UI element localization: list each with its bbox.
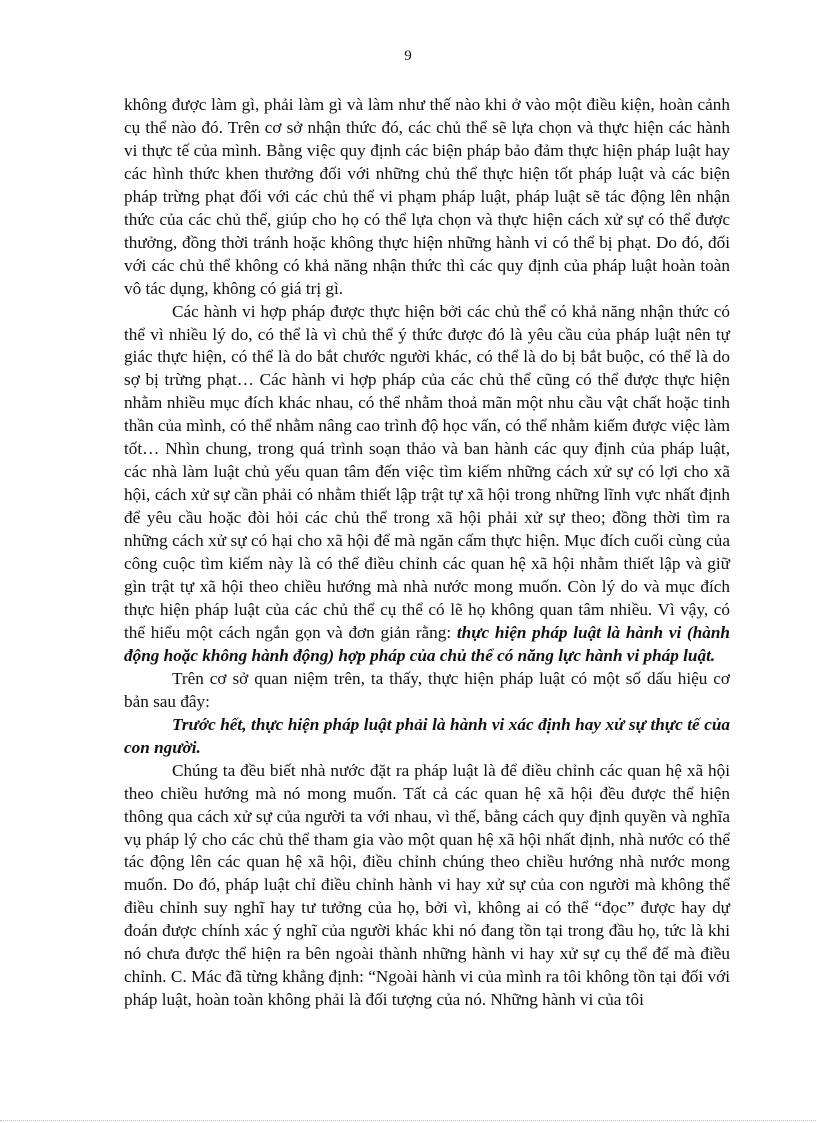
paragraph-2 — [124, 301, 730, 668]
bottom-divider — [0, 1120, 816, 1122]
body-text — [124, 94, 730, 1012]
paragraph-4: Chúng ta đều biết nhà nước đặt ra pháp luật là để điều chỉnh các quan hệ xã hội theo chiều hướng mà nó mong muốn. Tất cả các quan hệ xã hội đều được thể hiện thông qua cách xử sự của người ta với nhau, vì thế, bằng cách quy định quyền và nghĩa vụ pháp lý cho các chủ thể tham gia vào một quan hệ xã hội nhất định, nhà nước có thể tác động lên các quan hệ xã hội, điều chỉnh chúng theo chiều hướng nhà nước mong muốn. Do đó, pháp luật chỉ điều chỉnh hành vi hay xử sự của con người mà không thể điều chỉnh suy nghĩ hay tư tưởng của họ, bởi vì, không ai có thể “đọc” được hay dự đoán được chính xác ý nghĩ của người khác khi nó đang tồn tại trong đầu họ, tức là khi nó chưa được thể hiện ra bên ngoài thành những hành vi hay xử sự cụ thể để mà điều chỉnh. C. Mác đã từng khẳng định: “Ngoài hành vi của mình ra tôi không tồn tại đối với pháp luật, hoàn toàn không phải là đối tượng của nó. Những hành vi của tôi — [124, 760, 730, 1010]
paragraph-1: không được làm gì, phải làm gì và làm như thế nào khi ở vào một điều kiện, hoàn cảnh cụ thể nào đó. Trên cơ sở nhận thức đó, các chủ thể sẽ lựa chọn và thực hiện các hành vi thực tế của mình. Bằng việc quy định các biện pháp bảo đảm thực hiện pháp luật hay các hình thức khen thưởng đối với những chủ thể thực hiện tốt pháp luật và các biện pháp trừng phạt đối với các chủ thể vi phạm pháp luật, pháp luật sẽ tác động lên nhận thức của các chủ thể, giúp cho họ có thể lựa chọn và thực hiện cách xử sự có thể được thưởng, đồng thời tránh hoặc không thực hiện những hành vi có thể bị phạt. Do đó, đối với các chủ thể không có khả năng nhận thức thì các quy định của pháp luật hoàn toàn vô tác dụng, không có giá trị gì. — [124, 95, 730, 298]
section-heading: Trước hết, thực hiện pháp luật phải là hành vi xác định hay xử sự thực tế của con người. — [124, 714, 730, 757]
paragraph-2-text: Các hành vi hợp pháp được thực hiện bởi các chủ thể có khả năng nhận thức có thể vì nhiều lý do, có thể là vì chủ thể ý thức được đó là yêu cầu của pháp luật nên tự giác thực hiện, có thể là do bắt chước người khác, có thể là do bị bắt buộc, có thể là do sợ bị trừng phạt… Các hành vi hợp pháp của các chủ thể cũng có thể được thực hiện nhằm nhiều mục đích khác nhau, có thể nhằm thoả mãn một nhu cầu vật chất hoặc tinh thần của mình, có thể nhằm nâng cao trình độ học vấn, có thể nhằm kiếm được việc làm tốt… Nhìn chung, trong quá trình soạn thảo và ban hành các quy định của pháp luật, các nhà làm luật chủ yếu quan tâm đến việc tìm kiếm những cách xử sự có lợi cho xã hội, cách xử sự cần phải có nhằm thiết lập trật tự xã hội trong những lĩnh vực nhất định để yêu cầu hoặc đòi hỏi các chủ thể trong xã hội phải xử sự theo; đồng thời tìm ra những cách xử sự có hại cho xã hội để mà ngăn cấm thực hiện. Mục đích cuối cùng của công cuộc tìm kiếm này là có thể điều chỉnh các quan hệ xã hội nhằm thiết lập và giữ gìn trật tự xã hội theo chiều hướng mà nhà nước mong muốn. Còn lý do và mục đích thực hiện pháp luật của các chủ thể cụ thể có lẽ họ không quan tâm nhiều. Vì vậy, có thể hiểu một cách ngắn gọn và đơn giản rằng: — [124, 301, 730, 642]
definition-emphasis: thực hiện pháp luật là hành vi (hành động hoặc không hành động) hợp pháp của chủ thể có năng lực hành vi pháp luật. — [124, 622, 730, 665]
page-number: 9 — [404, 48, 412, 64]
paragraph-3: Trên cơ sở quan niệm trên, ta thấy, thực hiện pháp luật có một số dấu hiệu cơ bản sau đây: — [124, 668, 730, 711]
